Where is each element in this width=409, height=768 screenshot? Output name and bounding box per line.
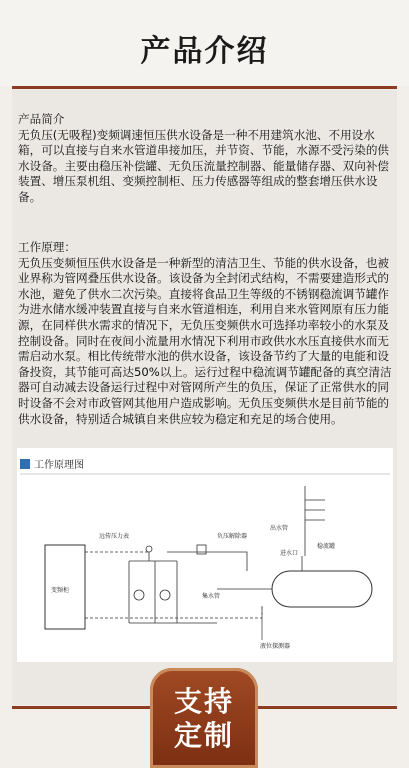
page-title: 产品介绍	[140, 34, 269, 69]
divider-top	[12, 86, 397, 89]
inlet-label: 进水口	[280, 550, 299, 557]
diagram-title: 工作原理图	[34, 460, 84, 471]
stabilizer-tank	[272, 571, 372, 607]
principle-heading: 工作原理：	[18, 240, 76, 254]
badge-line1: 支持	[173, 685, 234, 718]
collector-label: 集水管	[202, 593, 221, 600]
remote-gauge-label: 远传压力表	[99, 533, 130, 540]
principle-section	[18, 240, 394, 427]
intro-body: 无负压(无吸程)变频调速恒压供水设备是一种不用建筑水池、不用设水箱，可以直接与自来水管道串接加压，并节资、节能，水源不受污染的供水设备。主要由稳压补偿罐、无负压流量控制器、能量储存器、双向补偿装置、增压泵机组、变频控制柜、压力传感器等组成的整套增压供水设备。	[18, 127, 390, 204]
pump-icon	[134, 590, 144, 600]
pump-icon	[160, 590, 170, 600]
outlet-pipe-label: 出水管	[270, 525, 289, 532]
intro-section	[18, 112, 394, 206]
intro-heading: 产品简介	[18, 112, 65, 126]
negative-pressure-label: 负压解除器	[217, 533, 248, 540]
valve-icon	[197, 545, 206, 554]
inverter-label: 变频柜	[51, 587, 70, 594]
diagram-title-icon	[20, 459, 30, 469]
diagram-drawing	[17, 448, 393, 662]
remote-gauge-icon	[146, 546, 152, 552]
principle-diagram	[17, 448, 393, 662]
principle-body: 无负压变频恒压供水设备是一种新型的清洁卫生、节能的供水设备，也被业界称为管网叠压供水设备。该设备为全封闭式结构，不需要建造形式的水池，避免了供水二次污染。直接将食品卫生等级的不锈钢稳流调节罐作为进水储水缓冲装置直接与自来水管道相连，利用自来水管网原有压力能源，在同样供水需求的情况下，无负压变频供水可选择功率较小的水泵及控制设备。同时在夜间小流量用水情况下利用市政供水水压直接供水而无需启动水泵。相比传统带水池的供水设备，该设备节约了大量的电能和设备投资，其节能可高达50%以上。运行过程中稳流调节罐配备的真空清洁器可自动减去设备运行过程中对管网所产生的负压，保证了正常供水的同时设备不会对市政管网其他用户造成影响。无负压变频供水是目前节能的供水设备，特别适合城镇自来供应较为稳定和充足的场合使用。	[18, 255, 392, 426]
customize-badge[interactable]	[150, 668, 258, 768]
stabilizer-label: 稳流罐	[317, 543, 336, 550]
header	[0, 0, 409, 86]
level-probe-label: 液位探测器	[260, 643, 291, 650]
badge-line2: 定制	[173, 719, 234, 752]
